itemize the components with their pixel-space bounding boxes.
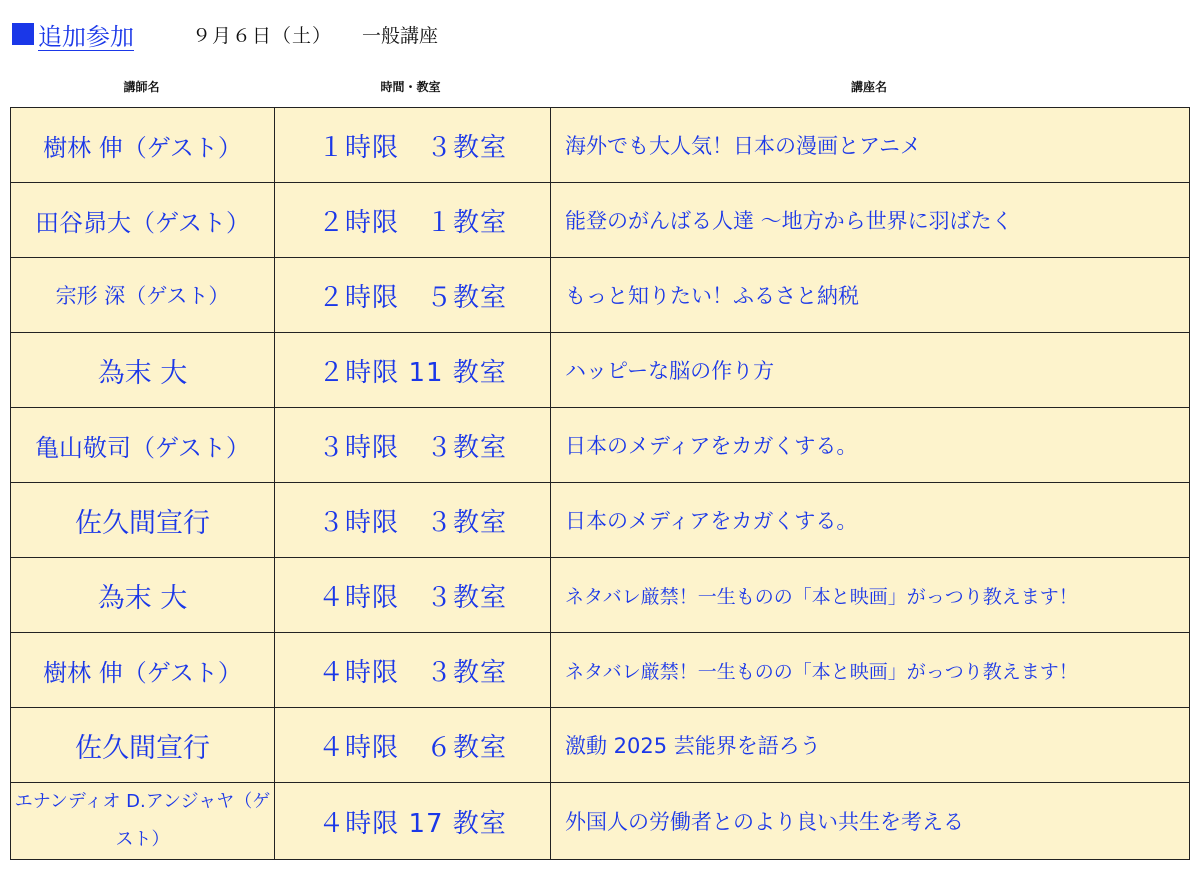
table-row bbox=[11, 183, 1190, 258]
time-room-cell: ３時限 ３教室 bbox=[275, 483, 551, 558]
table-row bbox=[11, 783, 1190, 860]
teacher-cell: 佐久間宣行 bbox=[11, 708, 275, 783]
time-room-cell: ２時限 ５教室 bbox=[275, 258, 551, 333]
course-cell: 日本のメディアをカガくする。 bbox=[551, 408, 1190, 483]
teacher-cell: 宗形 深（ゲスト） bbox=[11, 258, 275, 333]
course-cell: 能登のがんばる人達 〜地方から世界に羽ばたく bbox=[551, 183, 1190, 258]
table-row bbox=[11, 258, 1190, 333]
teacher-cell: 為末 大 bbox=[11, 558, 275, 633]
table-row bbox=[11, 558, 1190, 633]
column-header-course: 講座名 bbox=[850, 80, 887, 94]
course-cell: ネタバレ厳禁！一生ものの「本と映画」がっつり教えます！ bbox=[551, 633, 1190, 708]
course-cell: もっと知りたい！ふるさと納税 bbox=[551, 258, 1190, 333]
schedule-table bbox=[10, 107, 1190, 860]
course-cell: 激動 2025 芸能界を語ろう bbox=[551, 708, 1190, 783]
teacher-cell: 田谷昴大（ゲスト） bbox=[11, 183, 275, 258]
event-date: ９月６日（土） bbox=[192, 24, 333, 47]
time-room-cell: ２時限 11 教室 bbox=[275, 333, 551, 408]
time-room-cell: ４時限 17 教室 bbox=[275, 783, 551, 860]
course-cell: ネタバレ厳禁！一生ものの「本と映画」がっつり教えます！ bbox=[551, 558, 1190, 633]
teacher-cell: 為末 大 bbox=[11, 333, 275, 408]
time-room-cell: ４時限 ３教室 bbox=[275, 633, 551, 708]
table-row bbox=[11, 483, 1190, 558]
course-cell: 海外でも大人気！日本の漫画とアニメ bbox=[551, 108, 1190, 183]
table-row bbox=[11, 408, 1190, 483]
time-room-cell: ４時限 ３教室 bbox=[275, 558, 551, 633]
course-cell: 外国人の労働者とのより良い共生を考える bbox=[551, 783, 1190, 860]
event-category: 一般講座 bbox=[362, 24, 439, 47]
table-row bbox=[11, 108, 1190, 183]
table-row bbox=[11, 633, 1190, 708]
page-header bbox=[12, 14, 438, 54]
table-row bbox=[11, 708, 1190, 783]
column-headers bbox=[10, 78, 1190, 100]
column-header-time-room: 時間・教室 bbox=[380, 80, 441, 94]
table-row bbox=[11, 333, 1190, 408]
time-room-cell: ２時限 １教室 bbox=[275, 183, 551, 258]
teacher-cell: 樹林 伸（ゲスト） bbox=[11, 108, 275, 183]
teacher-cell: 佐久間宣行 bbox=[11, 483, 275, 558]
teacher-cell: エナンディオ D.アンジャヤ（ゲスト） bbox=[11, 783, 275, 860]
blue-square-icon bbox=[12, 23, 34, 45]
course-cell: ハッピーな脳の作り方 bbox=[551, 333, 1190, 408]
teacher-cell: 亀山敬司（ゲスト） bbox=[11, 408, 275, 483]
page-title-link[interactable]: 追加参加 bbox=[38, 22, 134, 51]
time-room-cell: １時限 ３教室 bbox=[275, 108, 551, 183]
course-cell: 日本のメディアをカガくする。 bbox=[551, 483, 1190, 558]
time-room-cell: ４時限 ６教室 bbox=[275, 708, 551, 783]
teacher-cell: 樹林 伸（ゲスト） bbox=[11, 633, 275, 708]
column-header-teacher: 講師名 bbox=[123, 80, 160, 94]
time-room-cell: ３時限 ３教室 bbox=[275, 408, 551, 483]
